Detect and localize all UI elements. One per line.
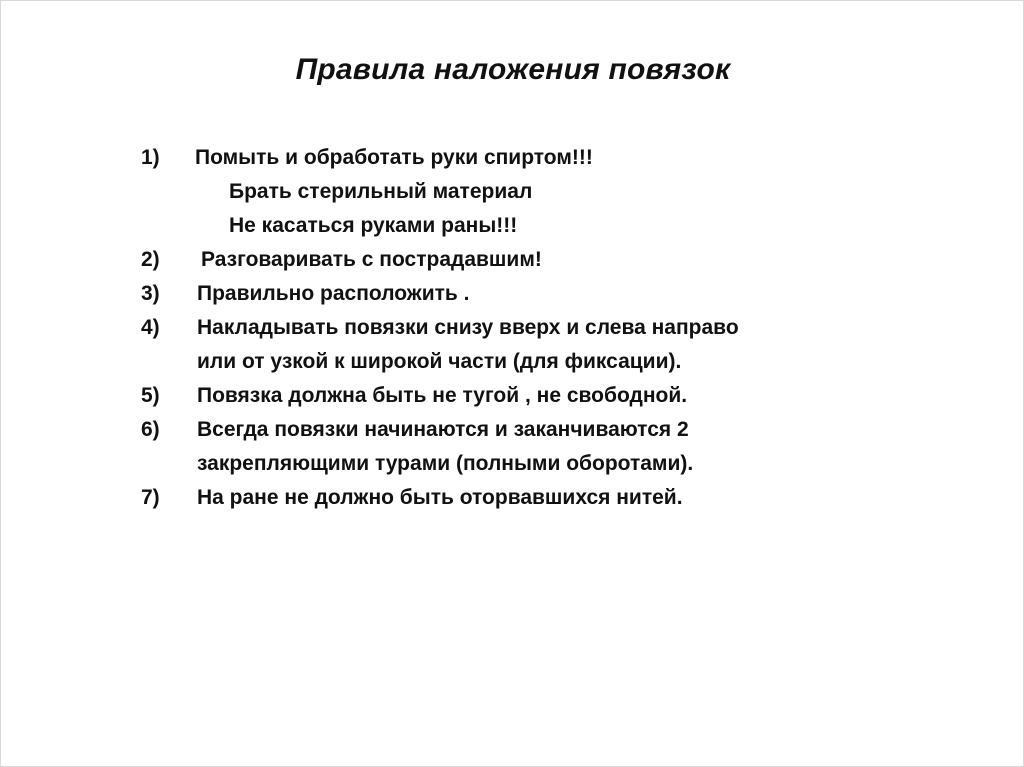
list-item-2 xyxy=(141,243,901,277)
list-item-5 xyxy=(141,379,901,413)
item-text: Не касаться руками раны!!! xyxy=(229,214,518,237)
item-text: Накладывать повязки снизу вверх и слева направо xyxy=(197,316,739,339)
item-number: 7) xyxy=(141,486,160,509)
list-item-3 xyxy=(141,277,901,311)
item-text: Всегда повязки начинаются и заканчиваются 2 xyxy=(197,418,689,441)
item-text: Брать стерильный материал xyxy=(229,180,533,203)
item-text: На ране не должно быть оторвавшихся нитей. xyxy=(197,486,683,509)
slide-title: Правила наложения повязок xyxy=(295,53,731,86)
item-number: 6) xyxy=(141,418,160,441)
list-item-1-sub-2 xyxy=(141,209,901,243)
list-item-6-continued xyxy=(141,447,901,481)
list-item-7 xyxy=(141,481,901,515)
item-number: 5) xyxy=(141,384,160,407)
list-item-6 xyxy=(141,413,901,447)
item-number: 3) xyxy=(141,282,160,305)
list-item-4-continued xyxy=(141,345,901,379)
item-text: Разговаривать с пострадавшим! xyxy=(201,248,542,271)
list-item-1 xyxy=(141,141,901,175)
item-number: 4) xyxy=(141,316,160,339)
item-text: или от узкой к широкой части (для фиксации). xyxy=(197,350,682,373)
item-number: 2) xyxy=(141,248,160,271)
item-text: закрепляющими турами (полными оборотами). xyxy=(197,452,694,475)
list-item-4 xyxy=(141,311,901,345)
rules-list xyxy=(141,141,901,515)
list-item-1-sub-1 xyxy=(141,175,901,209)
item-text: Помыть и обработать руки спиртом!!! xyxy=(195,146,593,169)
item-text: Повязка должна быть не тугой , не свободной. xyxy=(197,384,688,407)
item-number: 1) xyxy=(141,146,160,169)
item-text: Правильно расположить . xyxy=(197,282,470,305)
